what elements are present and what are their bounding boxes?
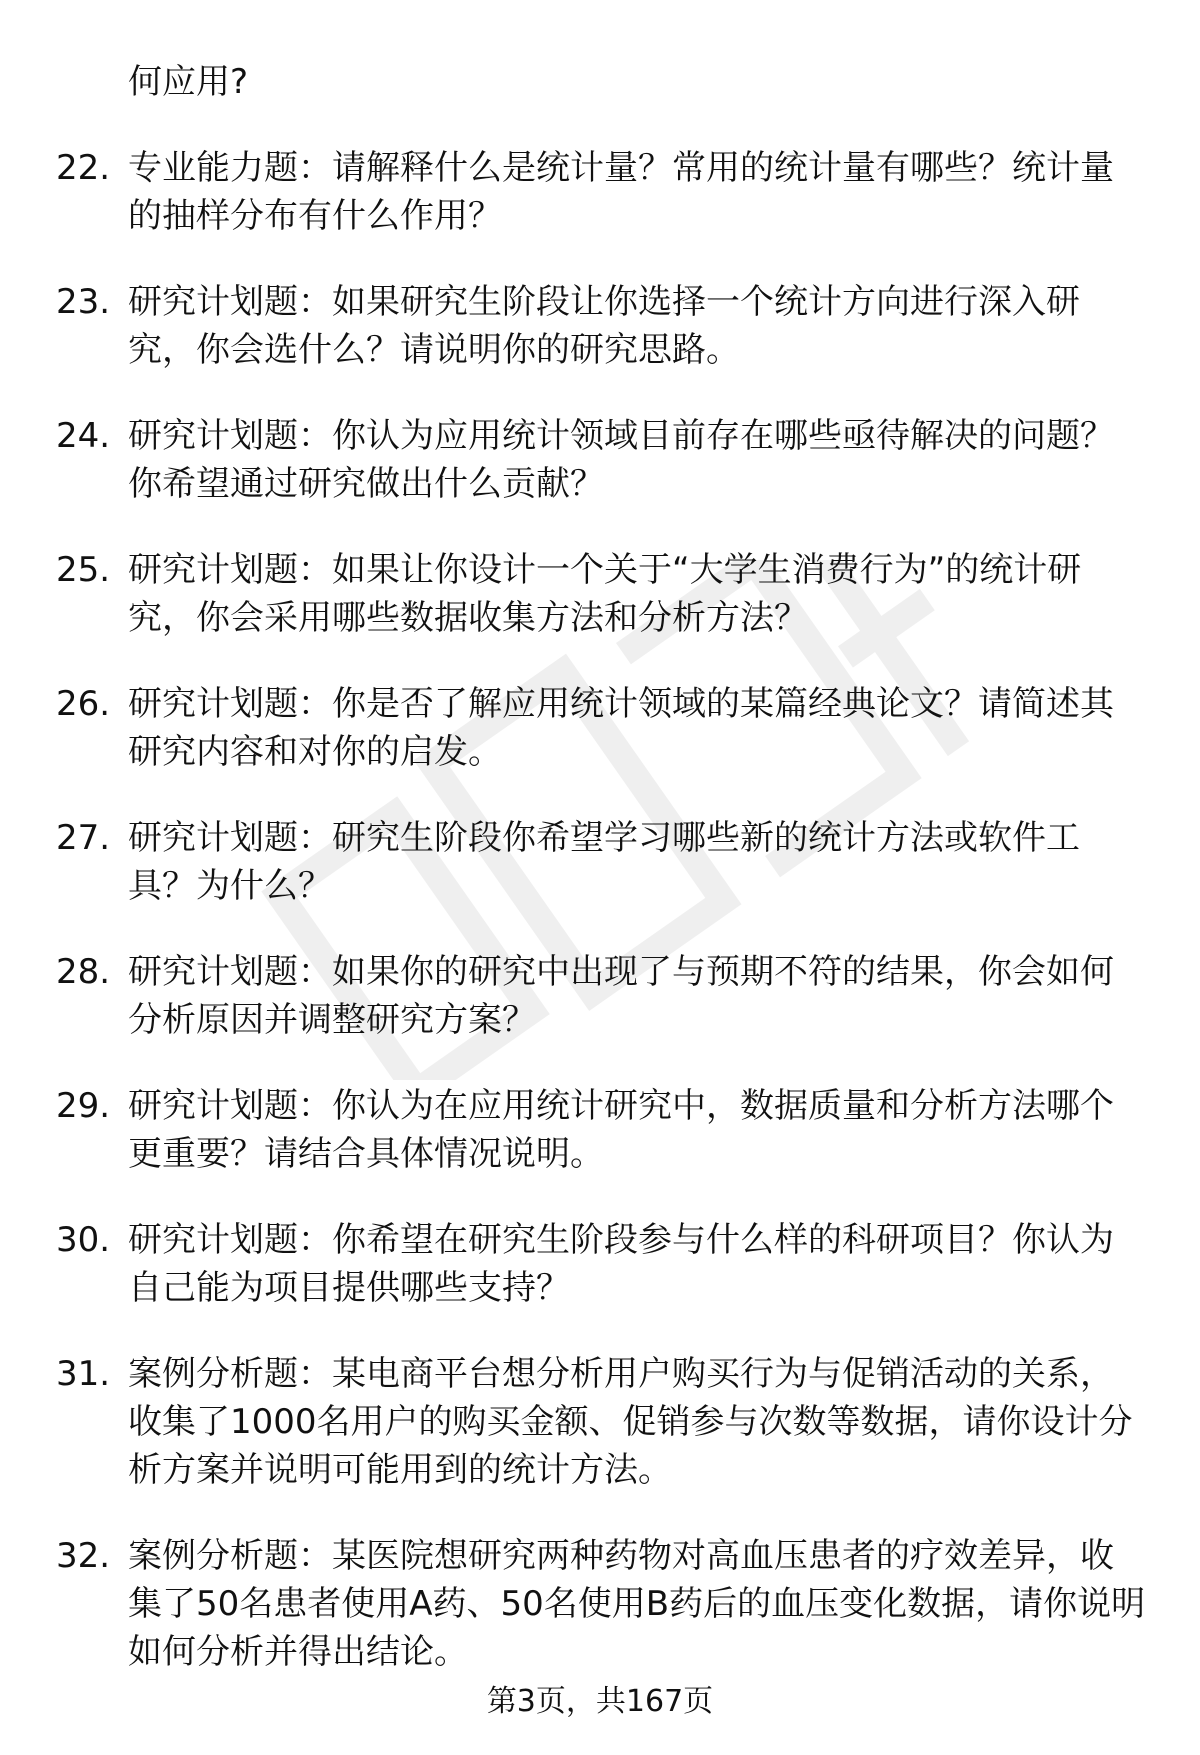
question-list [56, 58, 1146, 1714]
question-item [56, 1082, 1146, 1178]
question-text: 研究计划题：如果让你设计一个关于“大学生消费行为”的统计研究，你会采用哪些数据收集方法和分析方法？ [128, 550, 1082, 638]
question-number: 24. [56, 416, 111, 456]
question-item [56, 144, 1146, 240]
question-number: 25. [56, 550, 111, 590]
question-item [56, 1350, 1146, 1494]
question-item [56, 1216, 1146, 1312]
question-text: 专业能力题：请解释什么是统计量？常用的统计量有哪些？统计量的抽样分布有什么作用？ [128, 148, 1114, 236]
question-text: 案例分析题：某电商平台想分析用户购买行为与促销活动的关系，收集了1000名用户的购买金额、促销参与次数等数据，请你设计分析方案并说明可能用到的统计方法。 [128, 1354, 1133, 1490]
question-item [56, 1532, 1146, 1676]
question-text: 研究计划题：研究生阶段你希望学习哪些新的统计方法或软件工具？为什么？ [128, 818, 1080, 906]
question-number: 27. [56, 818, 111, 858]
question-number: 23. [56, 282, 111, 322]
question-number: 22. [56, 148, 111, 188]
question-text: 研究计划题：你希望在研究生阶段参与什么样的科研项目？你认为自己能为项目提供哪些支持？ [128, 1220, 1114, 1308]
question-item [56, 680, 1146, 776]
question-number: 26. [56, 684, 111, 724]
question-number: 29. [56, 1086, 111, 1126]
continued-question-text: 何应用? [128, 62, 249, 102]
page-footer: 第3页，共167页 [486, 1684, 714, 1719]
question-text: 案例分析题：某医院想研究两种药物对高血压患者的疗效差异，收集了50名患者使用A药、50名使用B药后的血压变化数据，请你说明如何分析并得出结论。 [128, 1536, 1146, 1672]
question-item [56, 546, 1146, 642]
question-item [56, 278, 1146, 374]
question-number: 31. [56, 1354, 111, 1394]
question-item [56, 412, 1146, 508]
question-item [56, 948, 1146, 1044]
question-text: 研究计划题：你认为在应用统计研究中，数据质量和分析方法哪个更重要？请结合具体情况说明。 [128, 1086, 1114, 1174]
question-number: 28. [56, 952, 111, 992]
question-text: 研究计划题：如果研究生阶段让你选择一个统计方向进行深入研究，你会选什么？请说明你的研究思路。 [128, 282, 1080, 370]
question-text: 研究计划题：你认为应用统计领域目前存在哪些亟待解决的问题？你希望通过研究做出什么贡献？ [128, 416, 1114, 504]
question-text: 研究计划题：如果你的研究中出现了与预期不符的结果，你会如何分析原因并调整研究方案？ [128, 952, 1114, 1040]
question-number: 30. [56, 1220, 111, 1260]
question-number: 32. [56, 1536, 111, 1576]
question-item [56, 814, 1146, 910]
question-text: 研究计划题：你是否了解应用统计领域的某篇经典论文？请简述其研究内容和对你的启发。 [128, 684, 1114, 772]
